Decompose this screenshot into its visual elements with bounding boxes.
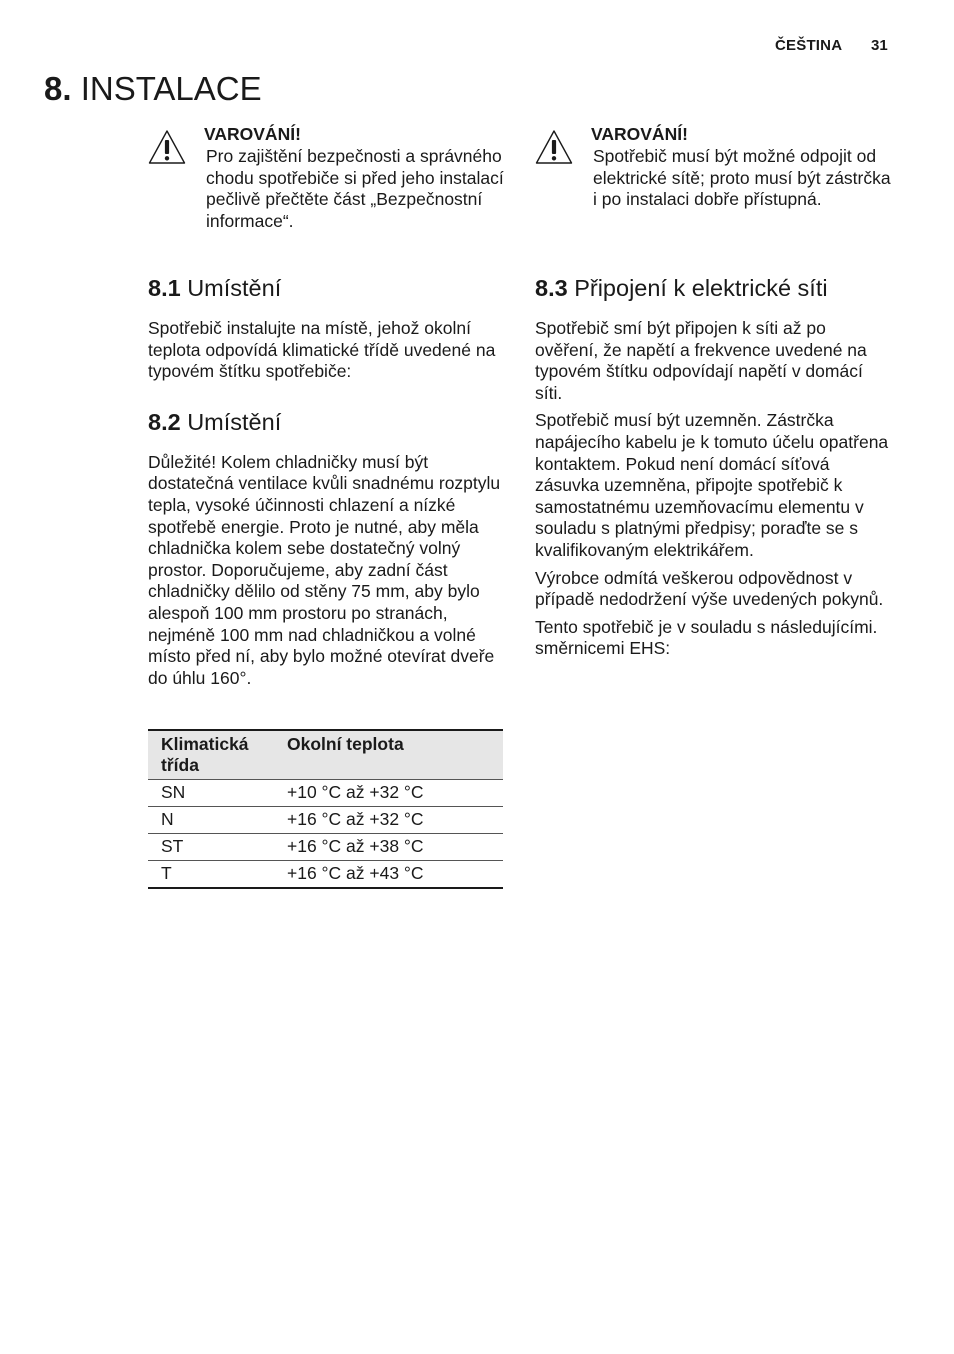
warning-title: VAROVÁNÍ! [591,124,688,144]
table-cell: +10 °C až +32 °C [274,780,503,807]
chapter-number: 8. [44,70,72,107]
warning-text: Pro zajištění bezpečnosti a správného chodu spotřebiče si před jeho instalací pečlivě přečtěte část „Bezpečnostní informace“. [206,146,504,231]
section-8-2-heading [148,408,504,436]
section-number: 8.3 [535,275,568,301]
table-cell: N [148,807,274,834]
section-title: Umístění [187,408,282,435]
warning-box-right [535,124,891,244]
table-row [148,807,503,834]
chapter-title-text: INSTALACE [80,70,262,107]
table-header-cell: Klimatická třída [161,734,249,776]
section-8-3-paragraph: Výrobce odmítá veškerou odpovědnost v případě nedodržení výše uvedených pokynů. [535,567,884,610]
table-cell: +16 °C až +43 °C [274,861,503,888]
warning-triangle-icon [535,129,573,165]
header-language: ČEŠTINA [775,37,843,54]
section-title: Připojení k elektrické síti [574,275,828,301]
section-title: Umístění [187,275,282,301]
chapter-title [44,70,262,108]
section-8-3-paragraph: Spotřebič musí být uzemněn. Zástrčka napájecího kabelu je k tomuto účelu opatřena kontaktem. Pokud není domácí síťová zásuvka uzemněna, připojte spotřebič k samostatnému uzemňovacímu elementu v souladu s platnými předpisy; poraďte se s kvalifikovaným elektrikářem. [535,410,889,560]
page-number: 31 [871,37,888,54]
table-cell: +16 °C až +38 °C [274,834,503,861]
warning-box-left [148,124,504,244]
table-cell: SN [148,780,274,807]
warning-title: VAROVÁNÍ! [204,124,301,144]
table-row [148,780,503,807]
table-row [148,834,503,861]
warning-triangle-icon [148,129,186,165]
climate-class-table [148,729,503,889]
table-cell: ST [148,834,274,861]
section-8-3-heading [535,274,891,302]
table-header-cell: Okolní teplota [287,734,404,755]
section-8-1-heading [148,274,504,302]
section-number: 8.2 [148,408,181,435]
section-8-3-paragraph: Tento spotřebič je v souladu s následujícími. směrnicemi EHS: [535,616,878,659]
table-cell: +16 °C až +32 °C [274,807,503,834]
warning-text: Spotřebič musí být možné odpojit od elektrické sítě; proto musí být zástrčka i po instalaci dobře přístupná. [593,146,891,210]
table-row [148,861,503,888]
section-8-2-text: Důležité! Kolem chladničky musí být dostatečná ventilace kvůli snadnému rozptylu tepla, vysoké účinnosti chlazení a nízké spotřebě energie. Proto je nutné, aby měla chladnička kolem sebe dostatečný volný prostor. Doporučujeme, aby zadní část chladničky dělilo od stěny 75 mm, aby bylo alespoň 100 mm prostoru po stranách, nejméně 100 mm nad chladničkou a volné místo před ní, aby bylo možné otevírat dveře do úhlu 160°. [148,451,501,688]
section-number: 8.1 [148,275,181,301]
section-8-3-paragraph: Spotřebič smí být připojen k síti až po ověření, že napětí a frekvence uvedené na typovém štítku odpovídají napětí v domácí síti. [535,318,867,403]
table-header-row [148,731,503,780]
right-column [535,124,891,660]
table-cell: T [148,861,274,888]
left-column [148,124,504,889]
section-8-1-text: Spotřebič instalujte na místě, jehož okolní teplota odpovídá klimatické třídě uvedené na typovém štítku spotřebiče: [148,318,496,382]
